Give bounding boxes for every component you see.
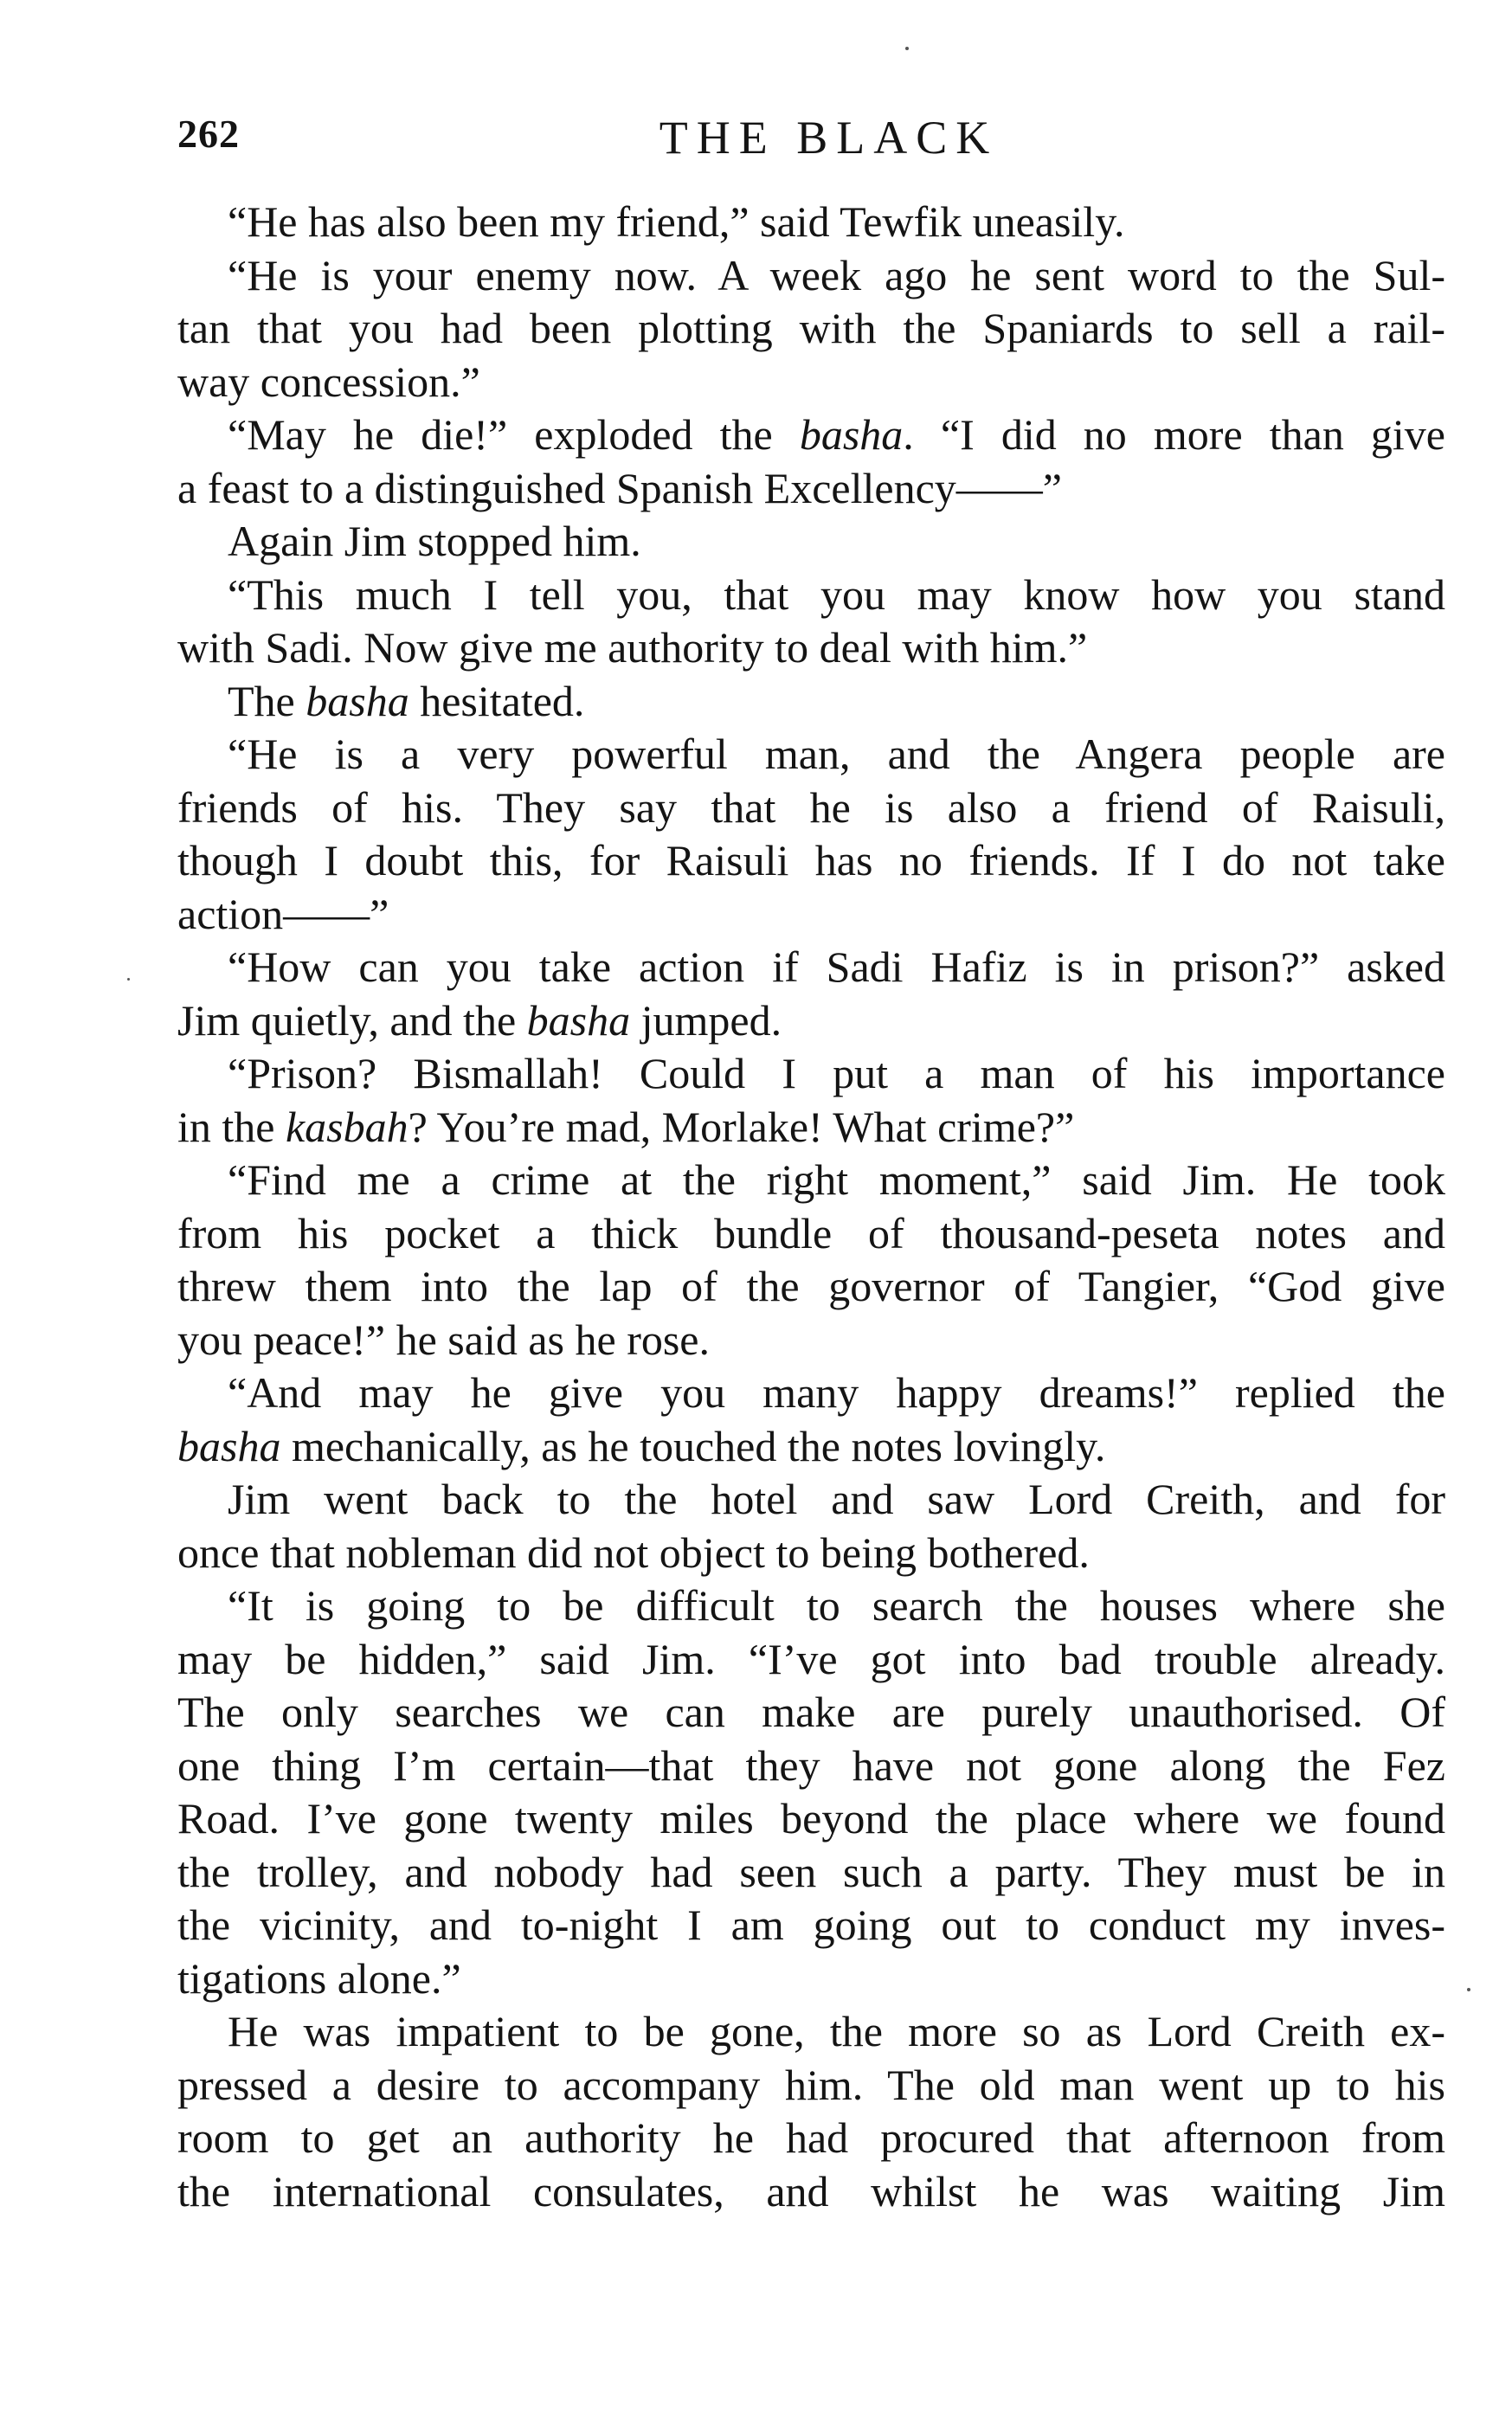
text-line: the trolley, and nobody had seen such a party. They must be in — [177, 1847, 1445, 1896]
text-line: “He has also been my friend,” said Tewfik uneasily. — [228, 197, 1125, 246]
italic-word: basha — [799, 410, 904, 459]
scan-speck — [127, 978, 130, 981]
text-line: The only searches we can make are purely unauthorised. Of — [177, 1688, 1445, 1736]
text-line: “He is your enemy now. A week ago he sent word to the Sul- — [228, 250, 1445, 299]
text-line: “This much I tell you, that you may know how you stand — [228, 569, 1445, 619]
text-line: from his pocket a thick bundle of thousand-peseta notes and — [177, 1208, 1445, 1257]
text-line: once that nobleman did not object to being bothered. — [177, 1527, 1090, 1577]
text-line: He was impatient to be gone, the more so as Lord Creith ex- — [228, 2007, 1445, 2055]
italic-word: basha — [526, 995, 631, 1045]
text-line: the vicinity, and to-night I am going out to conduct my inves- — [177, 1900, 1445, 1949]
text-line: “Prison? Bismallah! Could I put a man of his importance — [228, 1049, 1445, 1097]
text-line: in the kasbah? You’re mad, Morlake! What crime?” — [177, 1102, 1075, 1151]
italic-word: basha — [177, 1421, 281, 1470]
text-line: “He is a very powerful man, and the Angera people are — [228, 730, 1445, 778]
text-line: one thing I’m certain—that they have not gone along the Fez — [177, 1740, 1445, 1790]
text-line: action——” — [177, 889, 389, 938]
text-line: Jim quietly, and the basha jumped. — [177, 995, 782, 1045]
scan-speck — [905, 47, 909, 50]
text-line: “And may he give you many happy dreams!” replied the — [228, 1368, 1445, 1417]
text-line: the international consulates, and whilst he was waiting Jim — [177, 2166, 1445, 2216]
running-head: THE BLACK — [659, 112, 999, 164]
text-line: you peace!” he said as he rose. — [177, 1315, 710, 1364]
text-line: Jim went back to the hotel and saw Lord Creith, and for — [228, 1475, 1445, 1523]
text-line: tan that you had been plotting with the Spaniards to sell a rail- — [177, 304, 1445, 352]
text-line: “It is going to be difficult to search the houses where she — [228, 1581, 1445, 1630]
page-number: 262 — [177, 112, 240, 156]
italic-word: basha — [306, 676, 409, 725]
text-line: “How can you take action if Sadi Hafiz is in prison?” asked — [228, 942, 1445, 991]
text-line: with Sadi. Now give me authority to deal with him.” — [177, 623, 1088, 672]
text-line: room to get an authority he had procured that afternoon from — [177, 2113, 1445, 2162]
italic-word: kasbah — [285, 1102, 409, 1151]
text-line: threw them into the lap of the governor of Tangier, “God give — [177, 1262, 1445, 1310]
text-line: pressed a desire to accompany him. The old man went up to his — [177, 2060, 1445, 2109]
text-line: though I doubt this, for Raisuli has no friends. If I do not take — [177, 836, 1445, 884]
text-line: “Find me a crime at the right moment,” said Jim. He took — [228, 1155, 1445, 1204]
scan-speck — [1467, 1988, 1470, 1991]
text-line: friends of his. They say that he is also a friend of Raisuli, — [177, 782, 1445, 832]
body-text — [177, 196, 1445, 2218]
text-line: The basha hesitated. — [228, 676, 585, 725]
text-line: Again Jim stopped him. — [228, 517, 641, 565]
text-line: a feast to a distinguished Spanish Excellency——” — [177, 463, 1062, 512]
text-line: may be hidden,” said Jim. “I’ve got into bad trouble already. — [177, 1634, 1445, 1683]
text-line: tigations alone.” — [177, 1953, 461, 2003]
page-header — [177, 111, 1445, 163]
text-line: way concession.” — [177, 357, 480, 406]
text-line: basha mechanically, as he touched the notes lovingly. — [177, 1421, 1106, 1470]
text-line: “May he die!” exploded the basha. “I did no more than give — [228, 410, 1445, 459]
text-line: Road. I’ve gone twenty miles beyond the place where we found — [177, 1794, 1445, 1843]
